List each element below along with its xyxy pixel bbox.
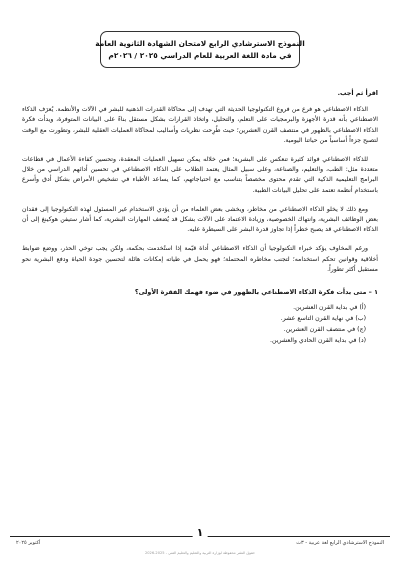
option-d[interactable]: (د) في بداية القرن الحادي والعشرين. [270, 337, 366, 345]
page-number: ١ [193, 526, 208, 539]
paragraph-2: للذكاء الاصطناعي فوائد كثيرة تنعكس على البشرية؛ فمن خلاله يمكن تسهيل العمليات المعقدة، وتحسين كفاءة الأعمال في قطاعات متعددة مثل: الطب، والتعليم، والصناعة، وعلى سبيل المثال يعتمد الطلاب على الذكاء الاصطناعي في تحسين أدائهم الدراسي من خلال البرامج التعليمية الذكية التي تقدم محتوى مخصصاً بتناسب مع احتياجاتهم، كما يساعد الأطباء في تشخيص الأمراض بشكل أدق وأسرع باستخدام أنظمة تعتمد على تحليل البيانات الطبية. [22, 156, 378, 194]
footer-exam-label: النموذج الاسترشادي الرابع لغة عربية - ٣ث [296, 540, 384, 546]
option-c[interactable]: (ج) في منتصف القرن العشرين. [283, 326, 366, 334]
question-1 [22, 287, 378, 346]
question-text: ١ – متى بدأت فكرة الذكاء الاصطناعي بالظهور في ضوء فهمك الفقرة الأولى؟ [134, 288, 378, 297]
footer-date: أكتوبر ٢٠٢٥ [16, 540, 41, 546]
option-a[interactable]: (أ) في بداية القرن العشرين. [293, 304, 366, 312]
exam-title-box [95, 31, 305, 68]
paragraph-4: ورغم المخاوف يؤكد خبراء التكنولوجيا أن الذكاء الاصطناعي أداة قيّمة إذا استُخدمت بحكمة، ولكن يجب توخي الحذر، ووضع ضوابط أخلاقية وقوانين تحكم استخدامه؛ لتجنب مخاطره المحتملة؛ فهو يحمل في طياته إمكانات هائلة لتحسين جودة الحياة ودفع البشرية نحو مستقبل أكثر تطوراً. [22, 245, 378, 273]
reading-passage [22, 88, 378, 346]
instructions: اقرأ ثم أجب. [337, 89, 378, 97]
exam-title-line-2: في مادة اللغة العربية للعام الدراسي ٢٠٢٥ / ٢٠٢٦م [108, 50, 292, 60]
paragraph-1: الذكاء الاصطناعي هو فرع من فروع التكنولوجيا الحديثة التي تهدف إلى محاكاة القدرات الذهنية للبشر في الآلات والأنظمة. يُعرَف الذكاء الاصطناعي بأنه قدرة الأجهزة والبرمجيات على التعلم، والتحليل، واتخاذ القرارات بشكل مستقل بناءً على البيانات المتوفرة، ويدأت فكرة الذكاء الاصطناعي بالظهور في منتصف القرن العشرين؛ حيث طُرِحت نظريات وأساليب لمحاكاة العمليات العقلية للبشر، وتطورت مع الوقت لتصبح جزءاً أساسياً من حياتنا اليومية. [22, 106, 378, 144]
footer-copyright: حقوق النشر محفوظة لوزارة التربية والتعليم والتعليم الفني - 2025-2026 [144, 551, 256, 555]
paragraph-3: ومع ذلك لا يخلو الذكاء الاصطناعي من مخاطر، ويخشى بعض العلماء من أن يؤدي الاستخدام غير المسئول لهذه التكنولوجيا إلى فقدان بعض الوظائف البشرية، وانتهاك الخصوصية، وزيادة الاعتماد على الآلات بشكل قد يُضعف المهارات البشرية، كما أشار ستيفن هوكينغ إلى أن الذكاء الاصطناعي قد يصبح خطراً إذا تجاوز قدرة البشر على السيطرة عليه. [22, 205, 378, 234]
page-footer [10, 526, 390, 560]
exam-title-line-1: النموذج الاسترشادي الرابع لامتحان الشهادة الثانوية العامة [95, 38, 305, 48]
answer-options [22, 302, 378, 346]
option-b[interactable]: (ب) في نهاية القرن التاسع عشر. [280, 315, 366, 323]
